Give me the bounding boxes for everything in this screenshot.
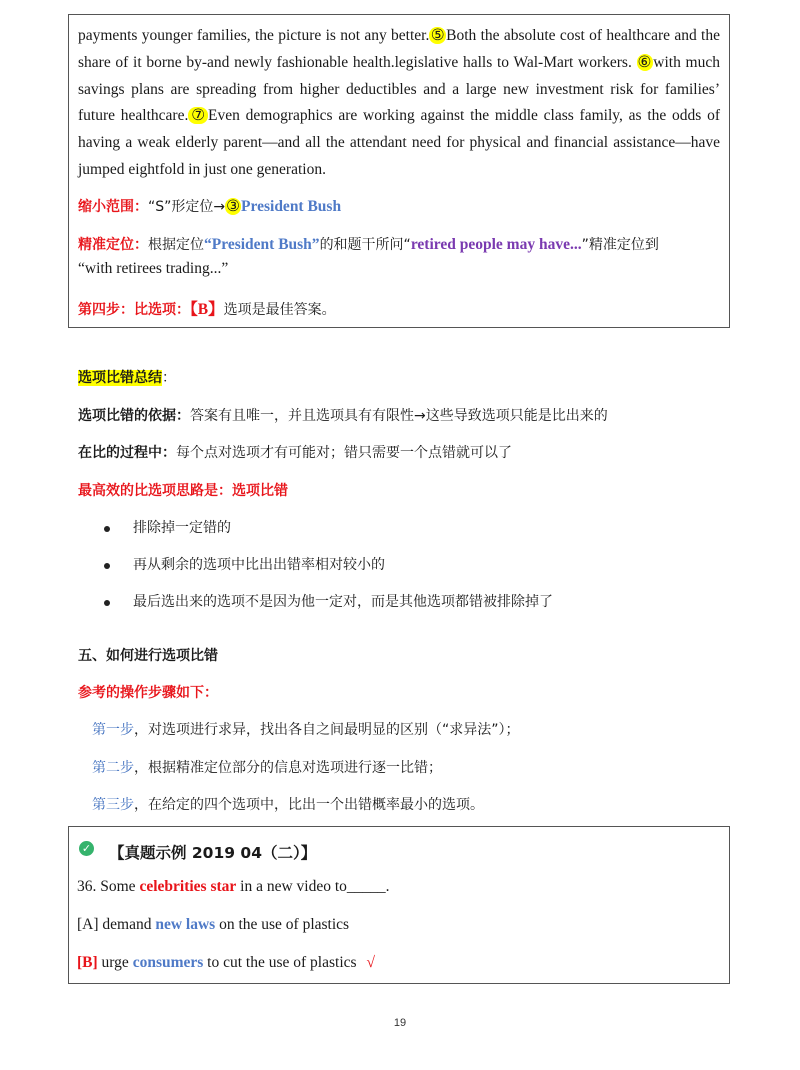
precise-locate-label: 精准定位：	[78, 237, 148, 253]
precise-text: ”精准定位到	[581, 237, 659, 253]
page-number: 19	[393, 1017, 407, 1029]
basis-label: 选项比错的依据：	[78, 408, 190, 424]
step-label: 第三步	[92, 797, 134, 813]
passage-segment: payments younger families, the picture is not any better.	[78, 27, 430, 44]
narrow-scope-label: 缩小范围：	[78, 199, 148, 215]
narrow-scope-target: President Bush	[241, 198, 342, 215]
marker-7: ⑦	[189, 107, 208, 125]
option-a	[77, 916, 349, 934]
bullet-item: 排除掉一定错的	[133, 520, 231, 536]
narrow-scope-text: “S”形定位→	[148, 199, 226, 215]
option-text: to cut the use of plastics	[203, 954, 357, 971]
precise-quote-retired: retired people may have...	[410, 236, 582, 253]
marker-6: ⑥	[637, 53, 653, 71]
narrow-scope-line	[78, 196, 341, 216]
question-36	[77, 878, 390, 896]
option-keyword: consumers	[132, 954, 204, 971]
bullet-dot	[104, 526, 110, 532]
precise-text: 的和题干所问“	[319, 237, 411, 253]
marker-5: ⑤	[430, 27, 446, 44]
section5-heading: 五、如何进行选项比错	[78, 648, 218, 664]
passage-segment: with much savings plans are spreading from higher deductibles and a large new investment risk for families’ future healthcare.	[78, 53, 720, 125]
step-text: ，在给定的四个选项中，比出一个出错概率最小的选项。	[134, 797, 484, 813]
question-text: in a new video to_____.	[236, 878, 390, 895]
bullet-item: 再从剩余的选项中比出出错率相对较小的	[133, 557, 385, 573]
step-2	[92, 757, 442, 777]
step4-answer: 【B】	[190, 301, 224, 318]
bullet-dot	[104, 563, 110, 569]
step-text: ，对选项进行求异，找出各自之间最明显的区别（“求异法”）；	[134, 722, 520, 738]
process-label: 在比的过程中：	[78, 445, 176, 461]
option-text: urge	[97, 954, 133, 971]
passage-text	[78, 23, 720, 184]
steps-label: 参考的操作步骤如下：	[78, 685, 218, 701]
process-text: 每个点对选项才有可能对；错只需要一个点错就可以了	[176, 445, 512, 461]
check-circle-icon: ✓	[79, 841, 94, 856]
precise-text: “with retirees trading...”	[78, 260, 229, 277]
option-text: on the use of plastics	[215, 916, 350, 933]
reading-analysis-box	[68, 14, 730, 328]
precise-locate-line	[78, 234, 659, 254]
summary-title: 选项比错总结	[78, 370, 162, 386]
bullet-dot	[104, 600, 110, 606]
step-label: 第二步	[92, 760, 134, 776]
step-label: 第一步	[92, 722, 134, 738]
step4-line	[78, 297, 336, 319]
summary-title-line	[78, 367, 176, 387]
option-keyword: new laws	[155, 916, 216, 933]
step4-text: 选项是最佳答案。	[223, 302, 336, 318]
precise-locate-line-2	[78, 260, 228, 278]
correct-mark-icon: √	[366, 954, 376, 971]
efficient-method: 最高效的比选项思路是：选项比错	[78, 483, 288, 499]
question-text: 36. Some	[77, 878, 140, 895]
step4-label: 第四步：比选项：	[78, 302, 190, 318]
basis-text: 答案有且唯一，并且选项具有有限性→这些导致选项只能是比出来的	[190, 408, 608, 424]
option-b-label: [B]	[77, 954, 98, 971]
precise-quote-president: “President Bush”	[204, 236, 320, 253]
exam-example-box	[68, 826, 730, 984]
basis-line	[78, 405, 608, 425]
step-1	[92, 719, 520, 739]
passage-segment: Both the absolute cost of healthcare and the share of it borne by-and newly fashionable health.legislative halls to Wal-Mart workers.	[78, 27, 720, 71]
option-text: [A] demand	[77, 916, 156, 933]
process-line	[78, 442, 512, 462]
question-keyword: celebrities star	[139, 878, 237, 895]
bullet-item: 最后选出来的选项不是因为他一定对，而是其他选项都错被排除掉了	[133, 594, 553, 610]
option-b	[77, 954, 375, 972]
example-title: 【真题示例 2019 04（二）】	[109, 844, 317, 862]
passage-segment: Even demographics are working against the middle class family, as the odds of having a weak elderly parent—and all the attendant need for physical and financial assistance—have jumped eightfold in just one generation.	[78, 107, 720, 178]
summary-colon: ：	[162, 370, 176, 386]
precise-text: 根据定位	[148, 237, 204, 253]
step-text: ，根据精准定位部分的信息对选项进行逐一比错；	[134, 760, 442, 776]
step-3	[92, 794, 484, 814]
marker-3: ③	[226, 198, 241, 215]
